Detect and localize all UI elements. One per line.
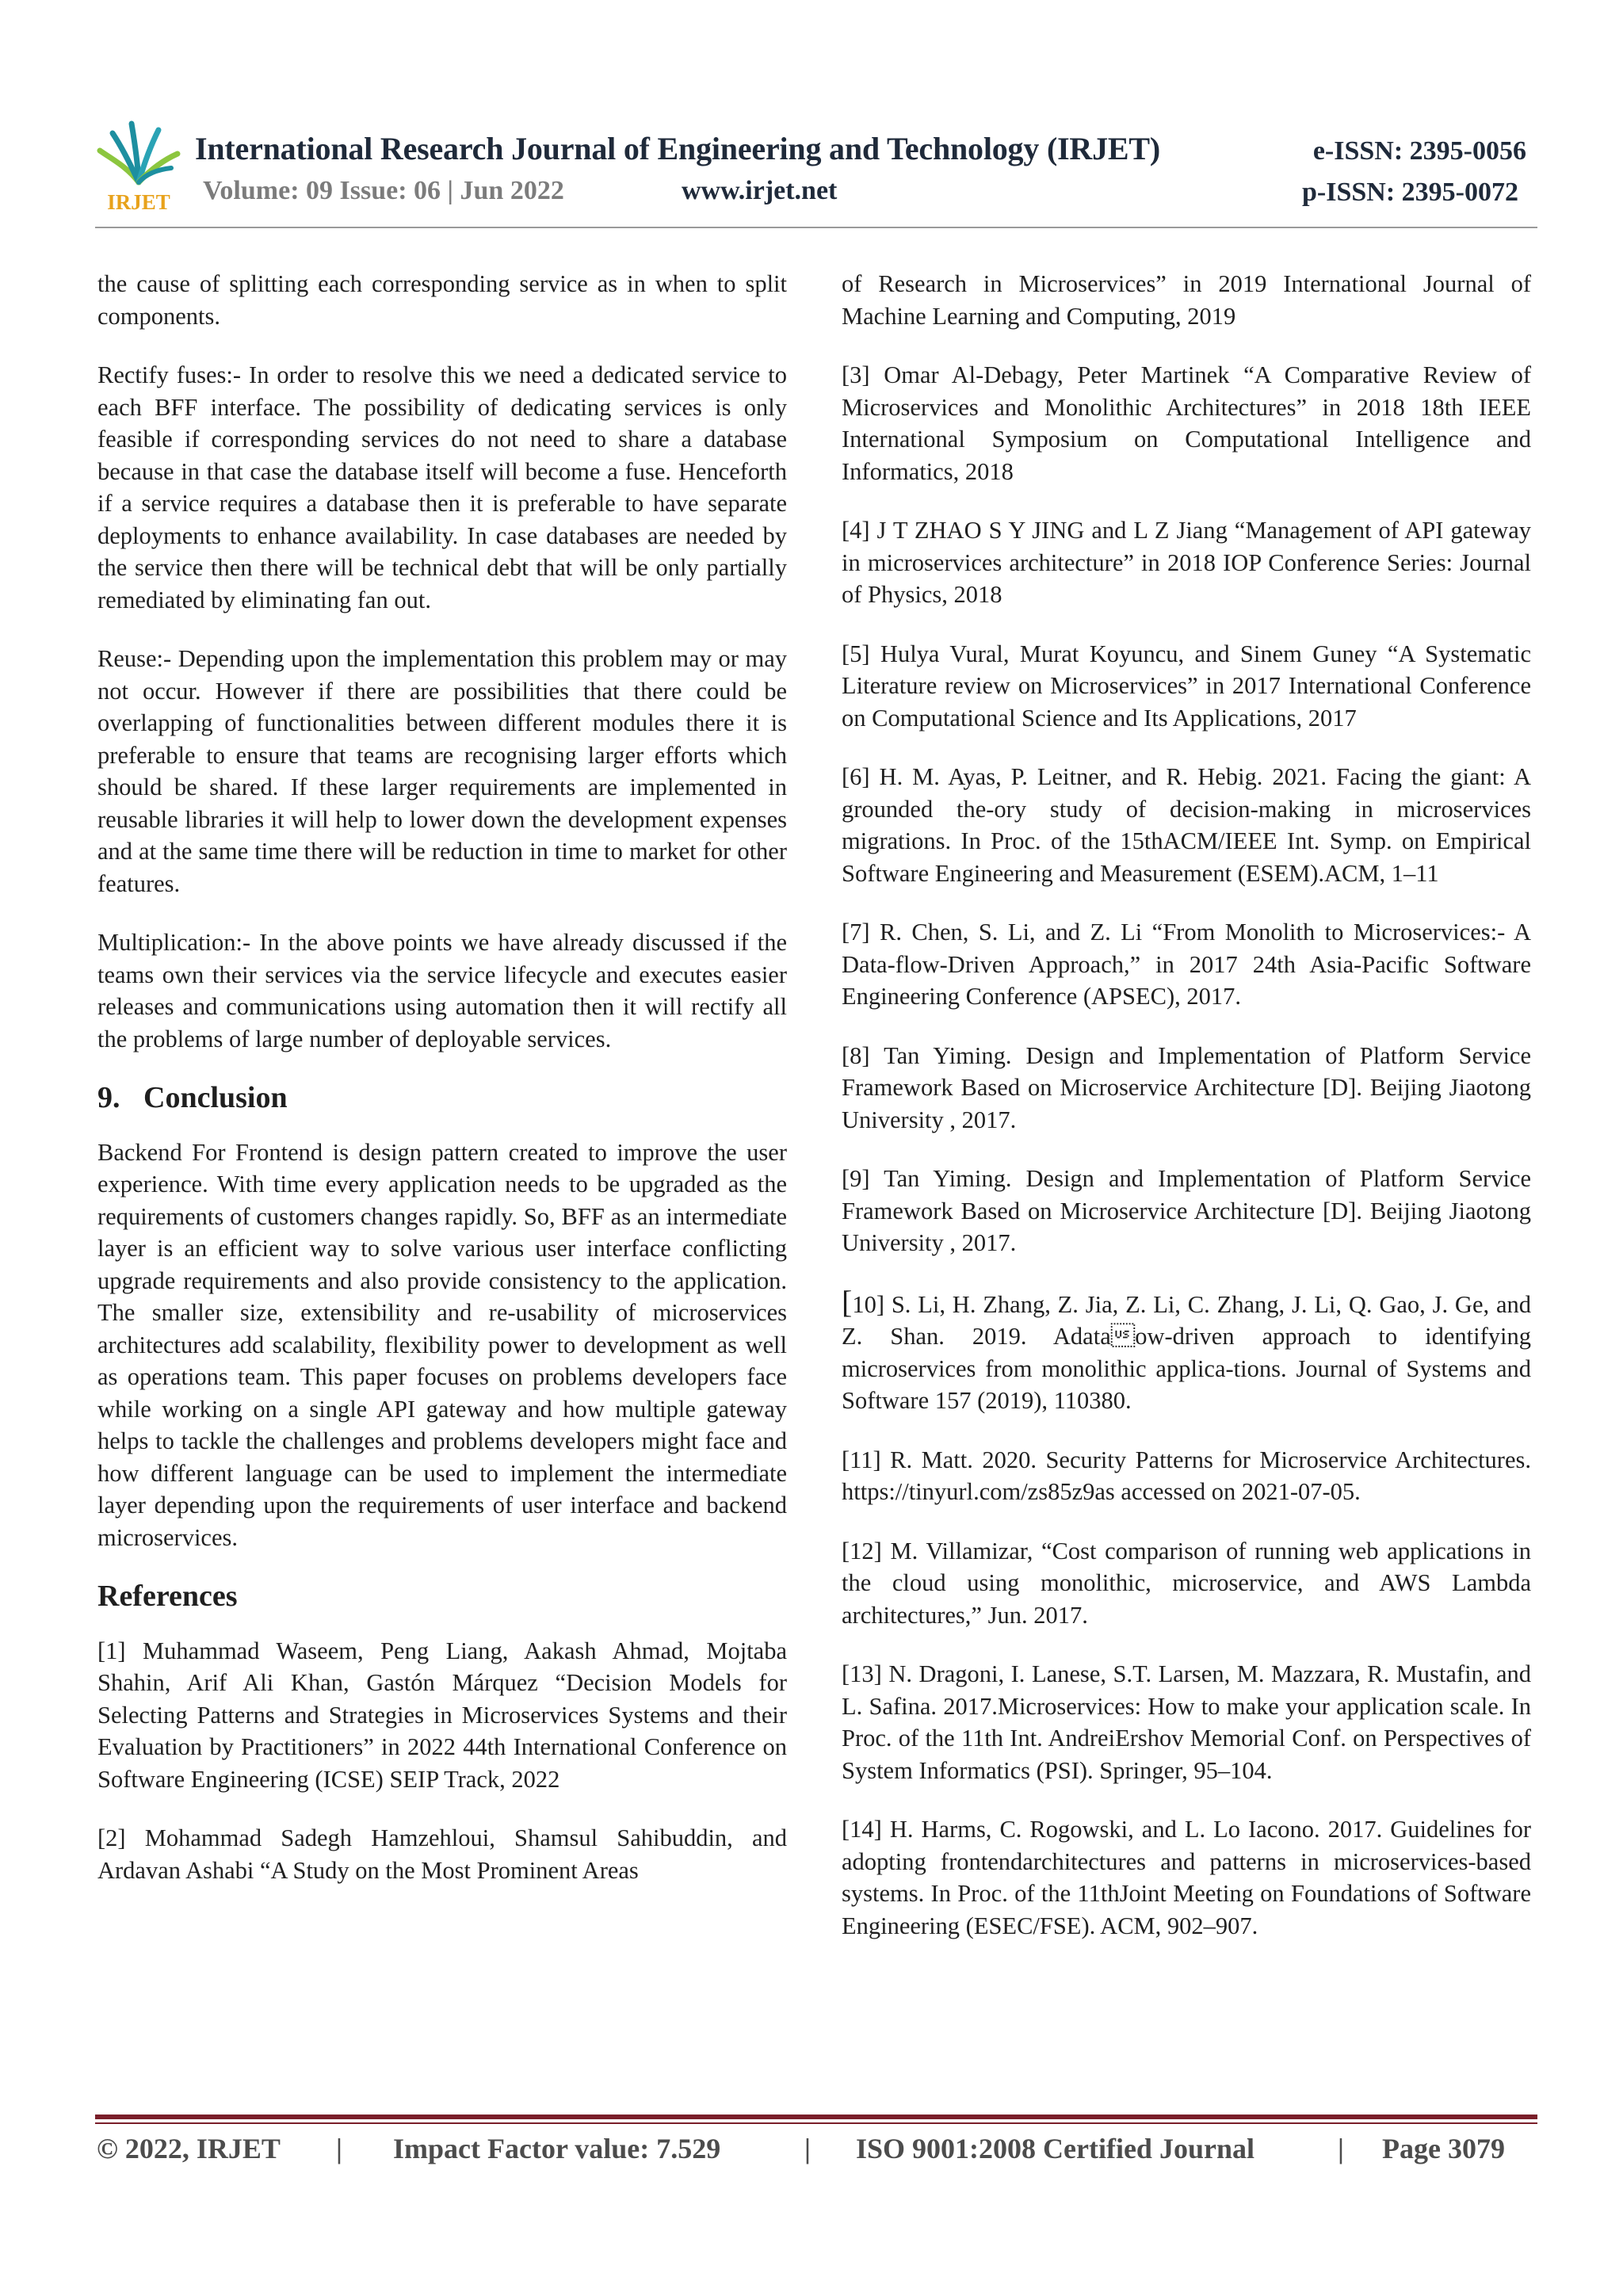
footer-iso: ISO 9001:2008 Certified Journal (856, 2133, 1254, 2164)
reference-item: [9] Tan Yiming. Design and Implementation of Platform Service Framework Based on Microservice Architecture [D]. Beijing Jiaotong University , 2017. (842, 1165, 1531, 1256)
reference-item: [5] Hulya Vural, Murat Koyuncu, and Sinem Guney “A Systematic Literature review on Microservices” in 2017 International Conference on Computational Science and Its Applications, 2017 (842, 640, 1531, 732)
paragraph: the cause of splitting each corresponding service as in when to split components. (97, 270, 787, 330)
section-title: Conclusion (143, 1081, 288, 1114)
section-heading-conclusion (97, 1082, 787, 1114)
reference-item: [6] H. M. Ayas, P. Leitner, and R. Hebig. 2021. Facing the giant: A grounded the-ory study of decision-making in microservices migrations. In Proc. of the 15thACM/IEEE Int. Symp. on Empirical Software Engineering and Measurement (ESEM).ACM, 1–11 (842, 763, 1531, 887)
irjet-logo (95, 119, 182, 214)
p-issn: p-ISSN: 2395-0072 (1302, 178, 1518, 207)
footer-divider-thick (95, 2115, 1537, 2119)
reference-item: [7] R. Chen, S. Li, and Z. Li “From Monolith to Microservices:- A Data-flow-Driven Approach,” in 2017 24th Asia-Pacific Software Engineering Conference (APSEC), 2017. (842, 919, 1531, 1010)
reference-item: [8] Tan Yiming. Design and Implementation of Platform Service Framework Based on Microservice Architecture [D]. Beijing Jiaotong University , 2017. (842, 1041, 1531, 1133)
logo-text: IRJET (107, 190, 170, 214)
section-number: 9. (97, 1081, 120, 1114)
e-issn: e-ISSN: 2395-0056 (1312, 136, 1526, 166)
reference-bracket: [ (842, 1283, 853, 1320)
paragraph: Reuse:- Depending upon the implementation this problem may or may not occur. However if there are possibilities that there could be overlapping of functionalities between different modules there it is preferable to ensure that teams are recognising larger efforts which should be shared. If these larger requirements are implemented in reusable libraries it will help to lower down the development expenses and at the same time there will be reduction in time to market for other features. (97, 645, 787, 897)
reference-item: [1] Muhammad Waseem, Peng Liang, Aakash Ahmad, Mojtaba Shahin, Arif Ali Khan, Gastón Márquez “Decision Models for Selecting Patterns and Strategies in Microservices Systems and their Evaluation by Practitioners” in 2022 44th International Conference on Software Engineering (ICSE) SEIP Track, 2022 (97, 1637, 787, 1793)
footer-divider-thin (95, 2122, 1537, 2124)
reference-item: [2] Mohammad Sadegh Hamzehloui, Shamsul Sahibuddin, and Ardavan Ashabi “A Study on the Most Prominent Areas (97, 1824, 787, 1884)
footer-separator: | (804, 2133, 811, 2164)
footer-separator: | (1338, 2133, 1344, 2164)
references-heading: References (97, 1580, 238, 1613)
journal-url: www.irjet.net (682, 176, 838, 205)
reference-item: [3] Omar Al-Debagy, Peter Martinek “A Comparative Review of Microservices and Monolithic Architectures” in 2018 18th IEEE International Symposium on Computational Intelligence and Informatics, 2018 (842, 361, 1531, 485)
volume-issue: Volume: 09 Issue: 06 | Jun 2022 (203, 176, 564, 205)
footer-separator: | (336, 2133, 342, 2164)
header-divider (95, 227, 1537, 228)
right-column (842, 268, 1531, 1969)
reference-text: 10] S. Li, H. Zhang, Z. Jia, Z. Li, C. Zhang, J. Li, Q. Gao, J. Ge, and Z. Shan. 2019. Adata ow-driven approach to identifying microservices from monolithic applica-tions. Journal of Systems and Software 157 (2019), 110380. (842, 1290, 1531, 1414)
journal-header (95, 119, 1537, 230)
reference-item: [4] J T ZHAO S Y JING and L Z Jiang “Management of API gateway in microservices architecture” in 2018 IOP Conference Series: Journal of Physics, 2018 (842, 517, 1531, 608)
page-footer (97, 2132, 1539, 2172)
reference-item (842, 1283, 1531, 1417)
reference-item: [13] N. Dragoni, I. Lanese, S.T. Larsen, M. Mazzara, R. Mustafin, and L. Safina. 2017.Microservices: How to make your application scale. In Proc. of the 11th Int. AndreiErshov Memorial Conf. on Perspectives of System Informatics (PSI). Springer, 95–104. (842, 1660, 1531, 1784)
reference-item: [12] M. Villamizar, “Cost comparison of running web applications in the cloud using monolithic, microservice, and AWS Lambda architectures,” Jun. 2017. (842, 1537, 1531, 1629)
footer-copyright: © 2022, IRJET (97, 2133, 281, 2164)
journal-title: International Research Journal of Engineering and Technology (IRJET) (195, 131, 1161, 166)
paragraph: Multiplication:- In the above points we have already discussed if the teams own their services via the service lifecycle and executes easier releases and communications using automation then it will rectify all the problems of large number of deployable services. (97, 929, 787, 1052)
reference-item: of Research in Microservices” in 2019 International Journal of Machine Learning and Computing, 2019 (842, 270, 1531, 330)
paragraph: Backend For Frontend is design pattern created to improve the user experience. With time every application needs to be upgraded as the requirements of customers changes rapidly. So, BFF as an intermediate layer is an efficient way to solve various user interface conflicting upgrade requirements and also provide consistency to the application. The smaller size, extensibility and re-usability of microservices architectures add scalability, flexibility power to development as well as operations team. This paper focuses on problems developers face while working on a single API gateway and how multiple gateway helps to tackle the challenges and problems developers might face and how different language can be used to implement the intermediate layer depending upon the requirements of user interface and backend microservices. (97, 1138, 787, 1551)
footer-impact-factor: Impact Factor value: 7.529 (393, 2133, 721, 2164)
footer-page-number: Page 3079 (1382, 2133, 1505, 2164)
reference-item: [11] R. Matt. 2020. Security Patterns for Microservice Architectures. https://tinyurl.com/zs85z9as accessed on 2021-07-05. (842, 1446, 1531, 1505)
paragraph: Rectify fuses:- In order to resolve this we need a dedicated service to each BFF interface. The possibility of dedicating services is only feasible if corresponding services do not need to share a database because in that case the database itself will become a fuse. Henceforth if a service requires a database then it is preferable to have separate deployments to enhance availability. In case databases are needed by the service then there will be technical debt that will be only partially remediated by eliminating fan out. (97, 361, 787, 613)
left-column (97, 268, 787, 1913)
reference-item: [14] H. Harms, C. Rogowski, and L. Lo Iacono. 2017. Guidelines for adopting frontendarchitectures and patterns in microservices-based systems. In Proc. of the 11thJoint Meeting on Foundations of Software Engineering (ESEC/FSE). ACM, 902–907. (842, 1816, 1531, 1939)
